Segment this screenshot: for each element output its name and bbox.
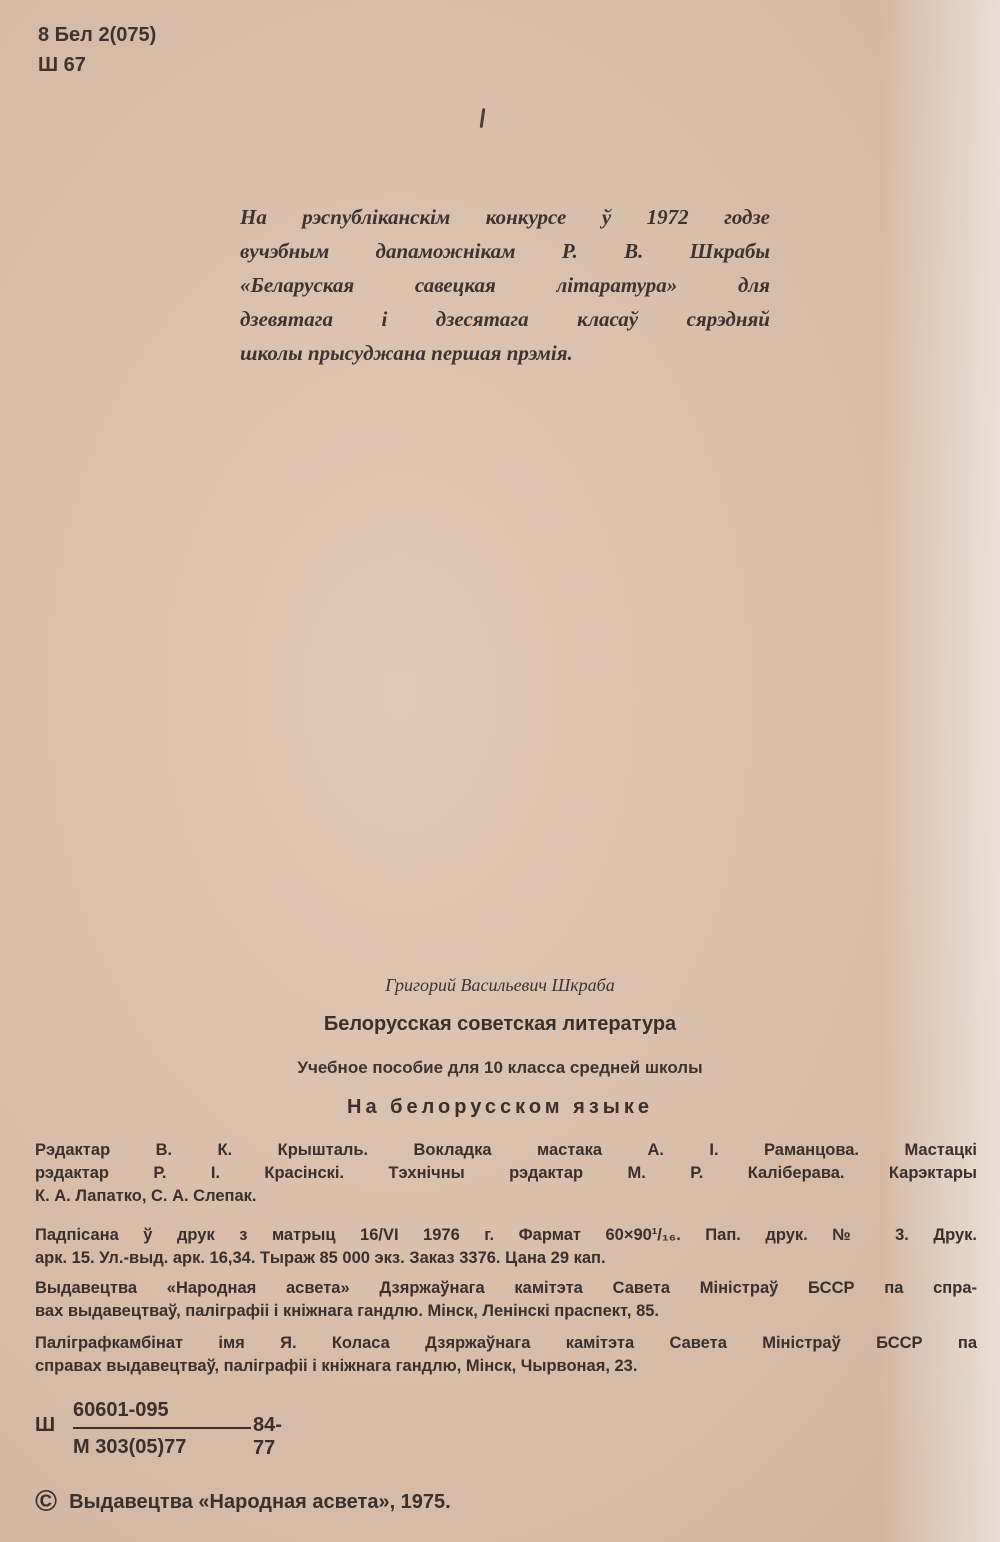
book-subtitle: Учебное пособие для 10 класса средней школы <box>297 1058 703 1077</box>
printing-line-2: арк. 15. Ул.-выд. арк. 16,34. Тыраж 85 000 экз. Заказ 3376. Цана 29 кап. <box>35 1249 606 1267</box>
catalog-denominator: М 303(05)77 <box>73 1436 187 1458</box>
ink-mark <box>480 108 486 128</box>
fraction-bar <box>73 1427 251 1429</box>
copyright-notice <box>35 1487 451 1517</box>
award-dedication <box>240 200 770 370</box>
printing-details <box>35 1224 977 1270</box>
dedication-line-4: дзевятага і дзесятага класаў сярэдняй <box>240 307 770 331</box>
copyright-text: Выдавецтва «Народная асвета», 1975. <box>69 1490 451 1513</box>
printing-line-1: Падпісана ў друк з матрыц 16/VI 1976 г. Фармат 60×90¹/₁₆. Пап. друк. № 3. Друк. <box>35 1226 977 1244</box>
printer-line-2: справах выдавецтваў, паліграфіі і кніжнага гандлю, Мінск, Чырвоная, 23. <box>35 1357 638 1375</box>
book-title: Белорусская советская литература <box>323 1013 677 1035</box>
credits-line-1: Рэдактар В. К. Крышталь. Вокладка мастака А. І. Раманцова. Мастацкі <box>35 1141 977 1159</box>
catalog-fraction <box>73 1396 251 1461</box>
author-name: Григорий Васильевич Шкраба <box>385 975 615 995</box>
copyright-icon: © <box>35 1485 58 1518</box>
catalog-letter: Ш <box>35 1414 56 1436</box>
credits-line-3: К. А. Лапатко, С. А. Слепак. <box>35 1187 257 1205</box>
catalog-suffix: 84-77 <box>253 1414 282 1459</box>
book-language: На белорусском языке <box>347 1096 653 1118</box>
catalog-numerator: 60601-095 <box>73 1399 169 1421</box>
classification-codes <box>38 20 156 80</box>
dedication-line-3: «Беларуская савецкая літаратура» для <box>240 273 770 297</box>
dedication-line-5: школы прысуджана першая прэмія. <box>240 341 573 365</box>
publisher-line-2: вах выдавецтваў, паліграфіі і кніжнага гандлю. Мінск, Ленінскі праспект, 85. <box>35 1302 660 1320</box>
publisher-line-1: Выдавецтва «Народная асвета» Дзяржаўнага камітэта Савета Міністраў БССР па спра- <box>35 1279 977 1297</box>
dedication-line-2: вучэбным дапаможнікам Р. В. Шкрабы <box>240 239 770 263</box>
classification-line-1: 8 Бел 2(075) <box>38 24 157 46</box>
classification-line-2: Ш 67 <box>38 54 86 76</box>
printer-info <box>35 1332 977 1378</box>
credits-line-2: рэдактар Р. І. Красінскі. Тэхнічны рэдактар М. Р. Каліберава. Карэктары <box>35 1164 977 1182</box>
dedication-line-1: На рэспубліканскім конкурсе ў 1972 годзе <box>240 205 770 229</box>
publisher-info <box>35 1277 977 1323</box>
printer-line-1: Паліграфкамбінат імя Я. Коласа Дзяржаўнага камітэта Савета Міністраў БССР па <box>35 1334 977 1352</box>
editorial-credits <box>35 1139 977 1208</box>
